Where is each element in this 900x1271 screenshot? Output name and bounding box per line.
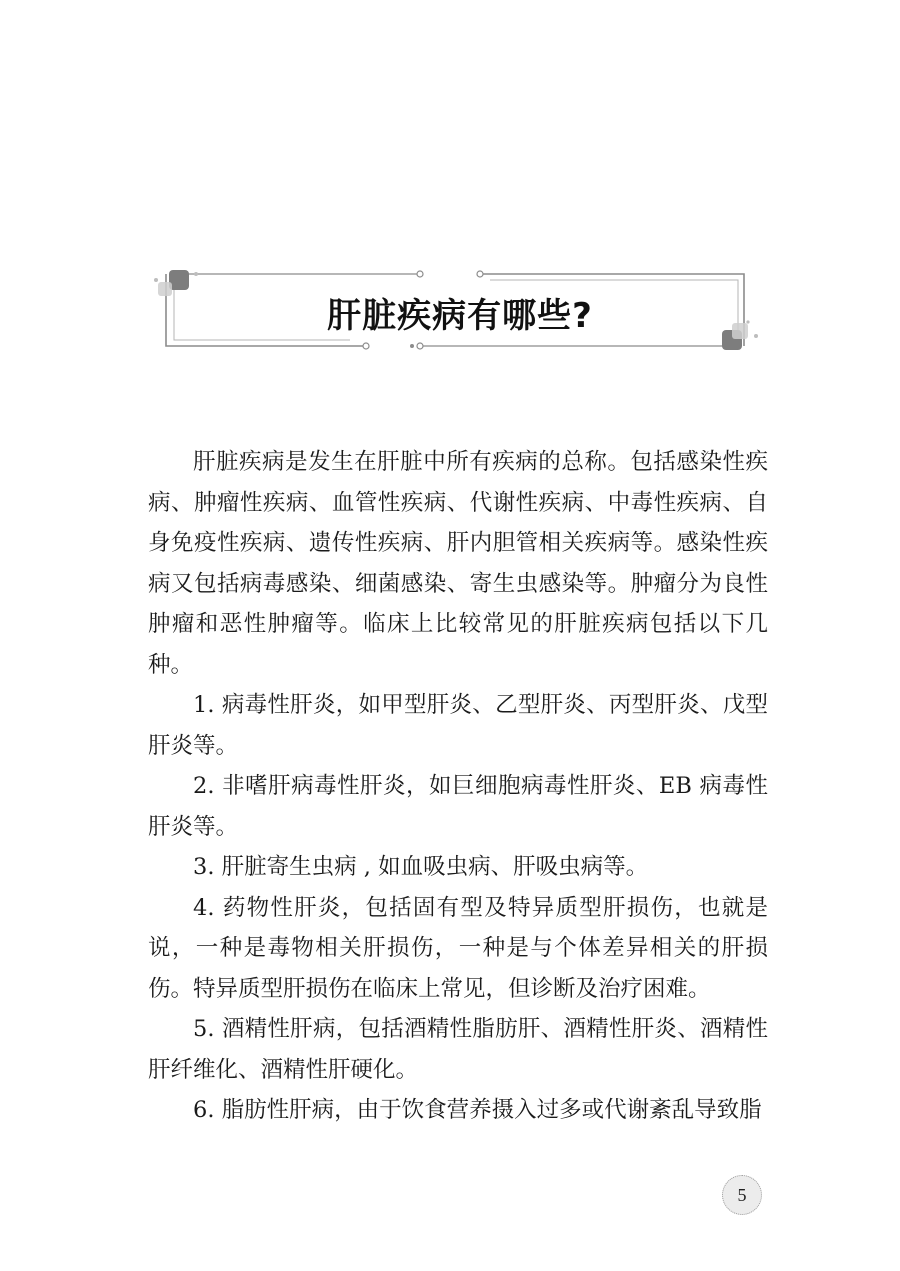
page-title: 肝脏疾病有哪些? [327, 296, 593, 336]
list-item-4: 4. 药物性肝炎，包括固有型及特异质型肝损伤，也就是说，一种是毒物相关肝损伤，一种是与个体差异相关的肝损伤。特异质型肝损伤在临床上常见，但诊断及治疗困难。 [148, 894, 768, 1002]
title-frame [150, 260, 770, 360]
list-item-3: 3. 肝脏寄生虫病 , 如血吸虫病、肝吸虫病等。 [193, 854, 649, 880]
paragraph-intro: 肝脏疾病是发生在肝脏中所有疾病的总称。包括感染性疾病、肿瘤性疾病、血管性疾病、代谢性疾病、中毒性疾病、自身免疫性疾病、遗传性疾病、肝内胆管相关疾病等。感染性疾病又包括病毒感染、细菌感染、寄生虫感染等。肿瘤分为良性肿瘤和恶性肿瘤等。临床上比较常见的肝脏疾病包括以下几种。 [148, 449, 768, 678]
page-number: 5 [737, 1184, 747, 1205]
page-number-badge [722, 1175, 762, 1215]
article-body [148, 442, 768, 1131]
list-item-5: 5. 酒精性肝病，包括酒精性脂肪肝、酒精性肝炎、酒精性肝纤维化、酒精性肝硬化。 [148, 1016, 768, 1083]
list-item-2: 2. 非嗜肝病毒性肝炎，如巨细胞病毒性肝炎、EB 病毒性肝炎等。 [148, 773, 768, 840]
list-item-1: 1. 病毒性肝炎，如甲型肝炎、乙型肝炎、丙型肝炎、戊型肝炎等。 [148, 692, 768, 759]
list-item-6: 6. 脂肪性肝病，由于饮食营养摄入过多或代谢紊乱导致脂 [193, 1097, 762, 1123]
